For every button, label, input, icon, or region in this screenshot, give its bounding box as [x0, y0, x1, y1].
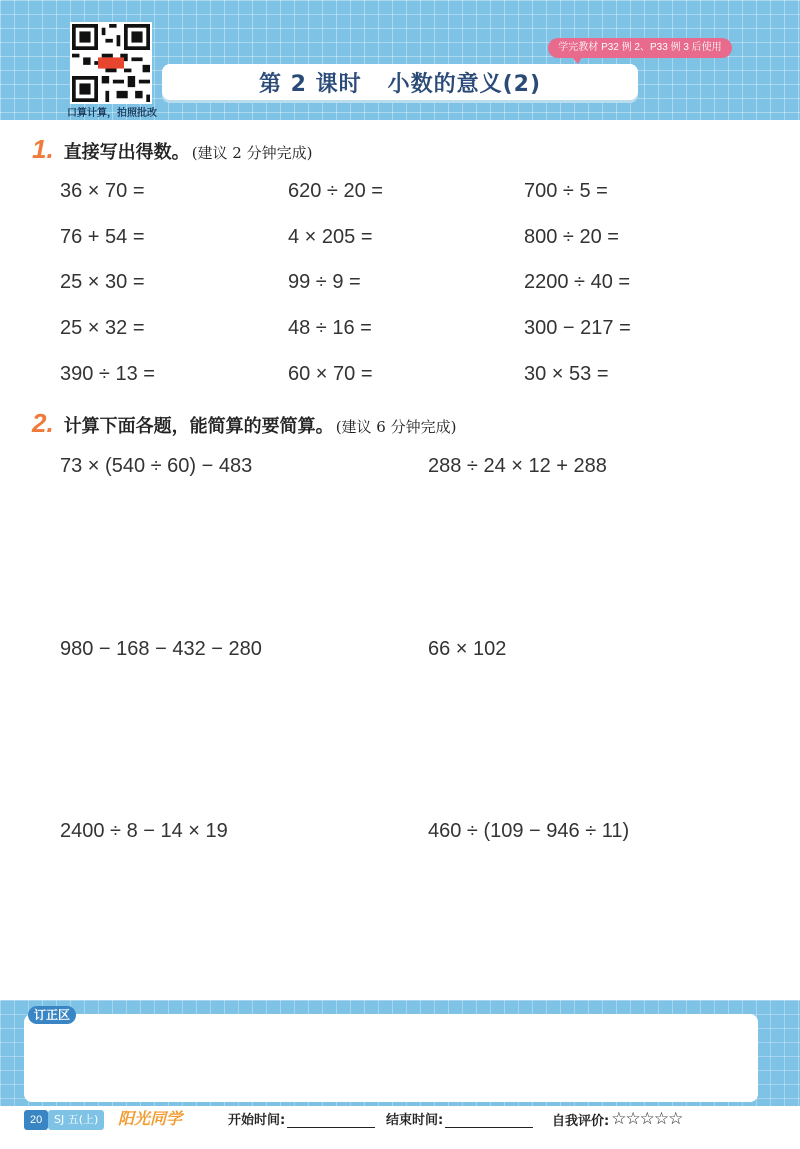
section-1-hint: (建议 2 分钟完成)	[191, 144, 313, 162]
calculation-problem: 980 − 168 − 432 − 280	[60, 638, 262, 660]
qr-code[interactable]	[70, 22, 152, 104]
section-2-heading	[32, 408, 456, 439]
correction-label: 订正区	[28, 1006, 76, 1024]
end-time-input[interactable]	[445, 1112, 533, 1128]
section-1-heading	[32, 134, 312, 165]
section-2-title: 计算下面各题，能简算的要简算。	[63, 416, 334, 437]
oral-problem: 48 ÷ 16 =	[288, 317, 372, 339]
correction-box[interactable]	[24, 1014, 758, 1102]
brand-logo: 阳光同学	[118, 1109, 183, 1128]
oral-problem: 700 ÷ 5 =	[524, 180, 608, 202]
page-title: 小数的意义(2)	[387, 71, 542, 97]
start-time-label: 开始时间:	[228, 1113, 286, 1128]
footer	[0, 1106, 800, 1149]
oral-problem: 620 ÷ 20 =	[288, 180, 383, 202]
start-time-input[interactable]	[287, 1112, 375, 1128]
calculation-problem: 2400 ÷ 8 − 14 × 19	[60, 820, 228, 842]
section-2-hint: (建议 6 分钟完成)	[335, 418, 457, 436]
oral-problem: 25 × 30 =	[60, 271, 145, 293]
oral-problem: 4 × 205 =	[288, 226, 373, 248]
qr-code-icon	[72, 24, 150, 102]
calculation-problem: 66 × 102	[428, 638, 507, 660]
section-1-number: 1.	[32, 134, 54, 164]
calculation-problem: 73 × (540 ÷ 60) − 483	[60, 455, 253, 477]
self-eval-label: 自我评价:	[552, 1114, 610, 1129]
oral-problem: 30 × 53 =	[524, 363, 609, 385]
calculation-problem: 288 ÷ 24 × 12 + 288	[428, 455, 607, 477]
end-time-label: 结束时间:	[386, 1113, 444, 1128]
calculation-problem: 460 ÷ (109 − 946 ÷ 11)	[428, 820, 630, 842]
oral-problem: 76 + 54 =	[60, 226, 145, 248]
lesson-title-bar	[162, 64, 638, 100]
oral-problem: 36 × 70 =	[60, 180, 145, 202]
oral-problem: 99 ÷ 9 =	[288, 271, 361, 293]
oral-problem: 300 − 217 =	[524, 317, 631, 339]
qr-caption: 口算计算，拍照批改	[67, 108, 157, 119]
usage-tag: 学完教材 P32 例 2、P33 例 3 后使用	[548, 38, 732, 58]
oral-problem: 800 ÷ 20 =	[524, 226, 619, 248]
lesson-number: 第 2 课时	[258, 71, 362, 97]
end-time-field	[386, 1109, 533, 1128]
page-number: 20	[24, 1110, 48, 1130]
oral-problem: 2200 ÷ 40 =	[524, 271, 631, 293]
header-band	[0, 0, 800, 120]
book-tag: SJ 五(上)	[48, 1110, 104, 1130]
section-1-title: 直接写出得数。	[63, 142, 190, 163]
oral-problem: 390 ÷ 13 =	[60, 363, 155, 385]
start-time-field	[228, 1109, 375, 1128]
star-rating[interactable]: ☆☆☆☆☆	[611, 1109, 683, 1129]
self-eval-field	[552, 1109, 682, 1129]
oral-problem: 25 × 32 =	[60, 317, 145, 339]
oral-problem: 60 × 70 =	[288, 363, 373, 385]
section-2-number: 2.	[32, 408, 54, 438]
